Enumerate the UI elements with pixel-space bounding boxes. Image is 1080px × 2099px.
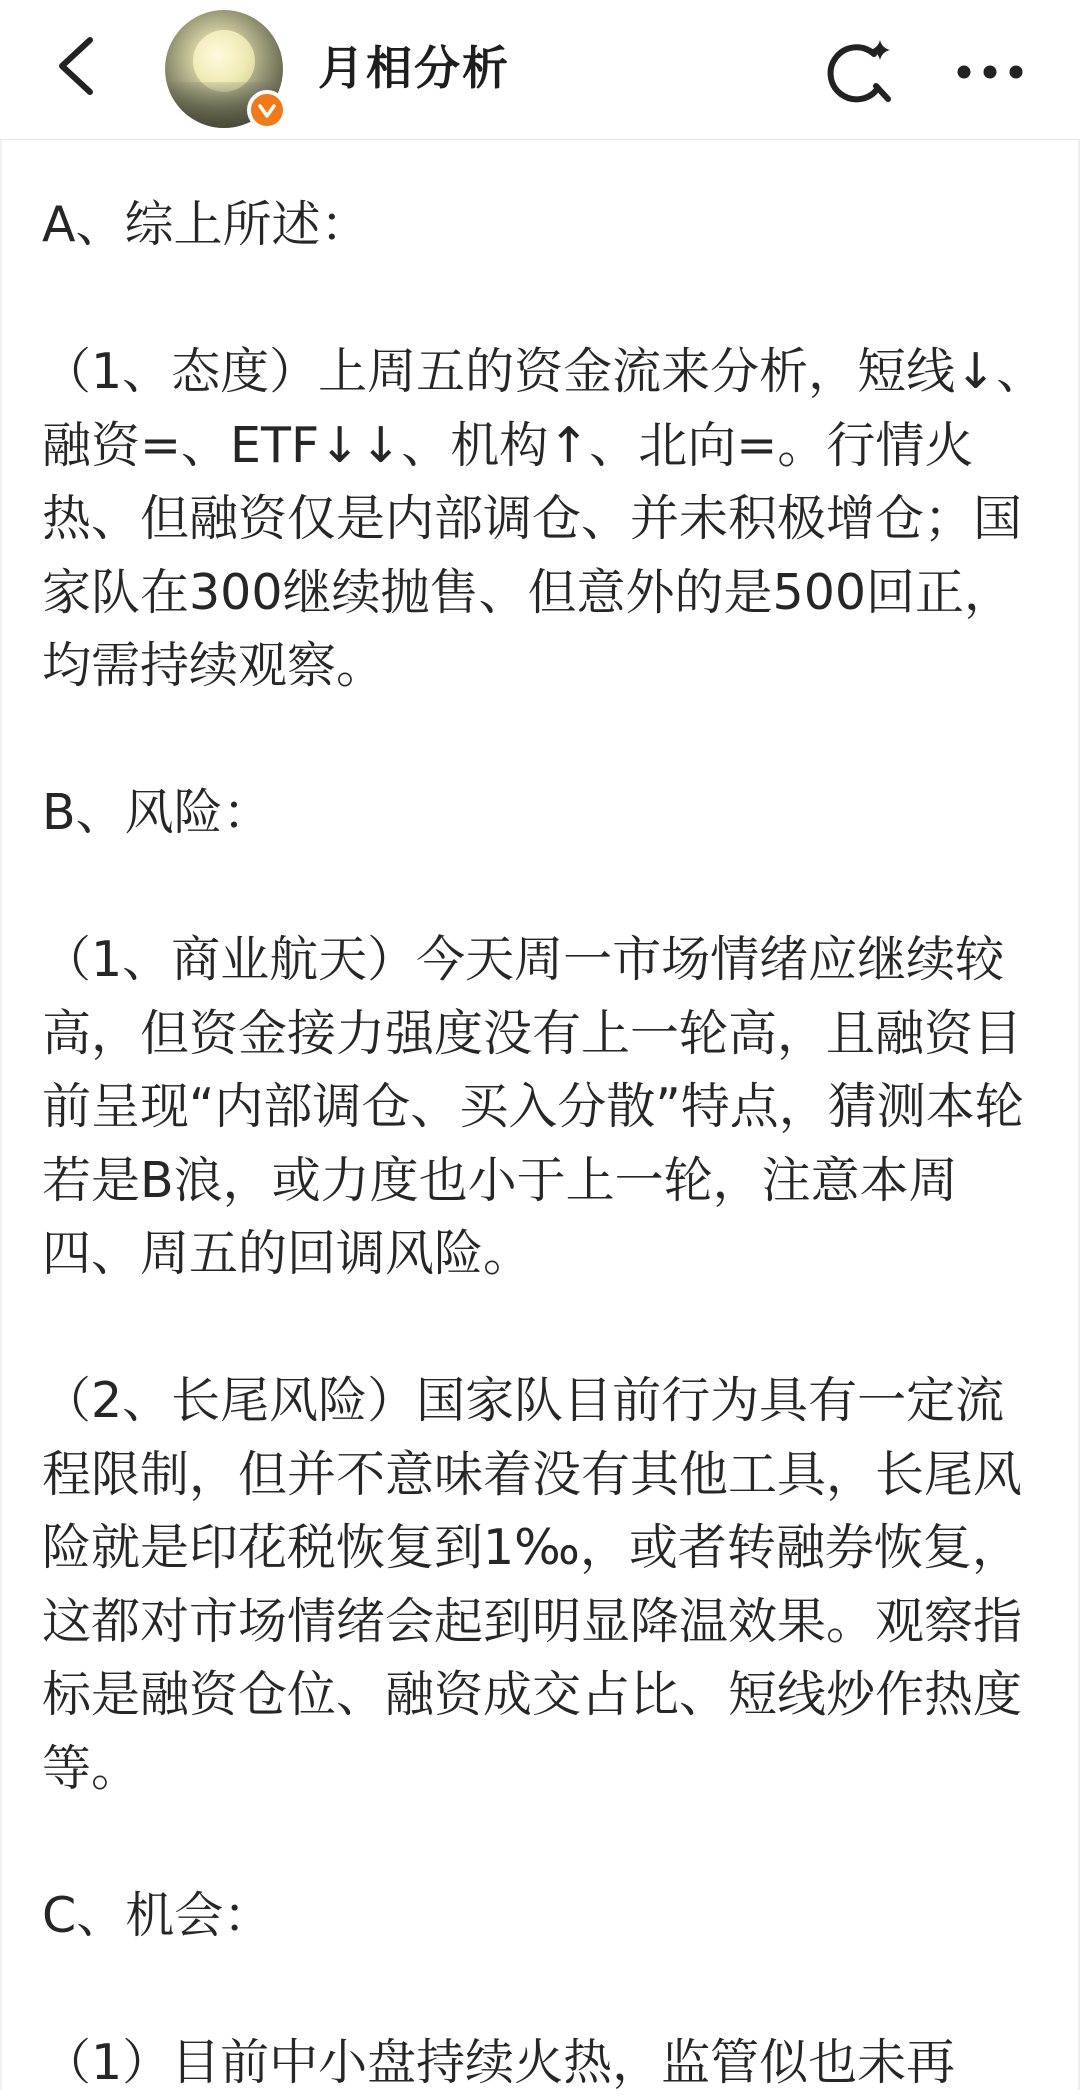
- section-heading-summary: A、综上所述：: [42, 188, 1052, 262]
- profile-avatar[interactable]: [165, 10, 283, 128]
- spacer: [42, 1805, 1052, 1879]
- spacer: [42, 1291, 1052, 1365]
- paragraph-commercial-aerospace: （1、商业航天）今天周一市场情绪应继续较高，但资金接力强度没有上一轮高，且融资目前呈现“内部调仓、买入分散”特点，猜测本轮若是B浪，或力度也小于上一轮，注意本周四、周五的回调风险。: [42, 923, 1052, 1291]
- spacer: [42, 850, 1052, 924]
- section-heading-opportunity: C、机会：: [42, 1879, 1052, 1953]
- spacer: [42, 1952, 1052, 2026]
- left-border: [0, 140, 2, 2090]
- spacer: [42, 262, 1052, 336]
- paragraph-long-tail-risk: （2、长尾风险）国家队目前行为具有一定流程限制，但并不意味着没有其他工具，长尾风险就是印花税恢复到1‰，或者转融券恢复，这都对市场情绪会起到明显降温效果。观察指标是融资仓位、融资成交占比、短线炒作热度等。: [42, 1364, 1052, 1805]
- account-name[interactable]: 月相分析: [318, 36, 510, 100]
- spacer: [42, 703, 1052, 777]
- chevron-left-icon: [54, 36, 98, 96]
- search-sparkle-icon: [824, 36, 896, 108]
- more-options-button[interactable]: [948, 30, 1032, 114]
- more-dots-icon: [954, 62, 1026, 82]
- paragraph-opportunity-1: （1）目前中小盘持续火热，监管似也未再: [42, 2026, 1052, 2099]
- back-button[interactable]: [36, 26, 116, 106]
- verified-badge-icon: [247, 90, 287, 130]
- section-heading-risk: B、风险：: [42, 776, 1052, 850]
- post-body: [42, 188, 1052, 2099]
- top-nav-bar: [0, 0, 1080, 140]
- search-button[interactable]: [818, 30, 902, 114]
- paragraph-attitude: （1、态度）上周五的资金流来分析，短线↓、融资=、ETF↓↓、机构↑、北向=。行情火热、但融资仅是内部调仓、并未积极增仓；国家队在300继续抛售、但意外的是500回正，均需持续观察。: [42, 335, 1052, 703]
